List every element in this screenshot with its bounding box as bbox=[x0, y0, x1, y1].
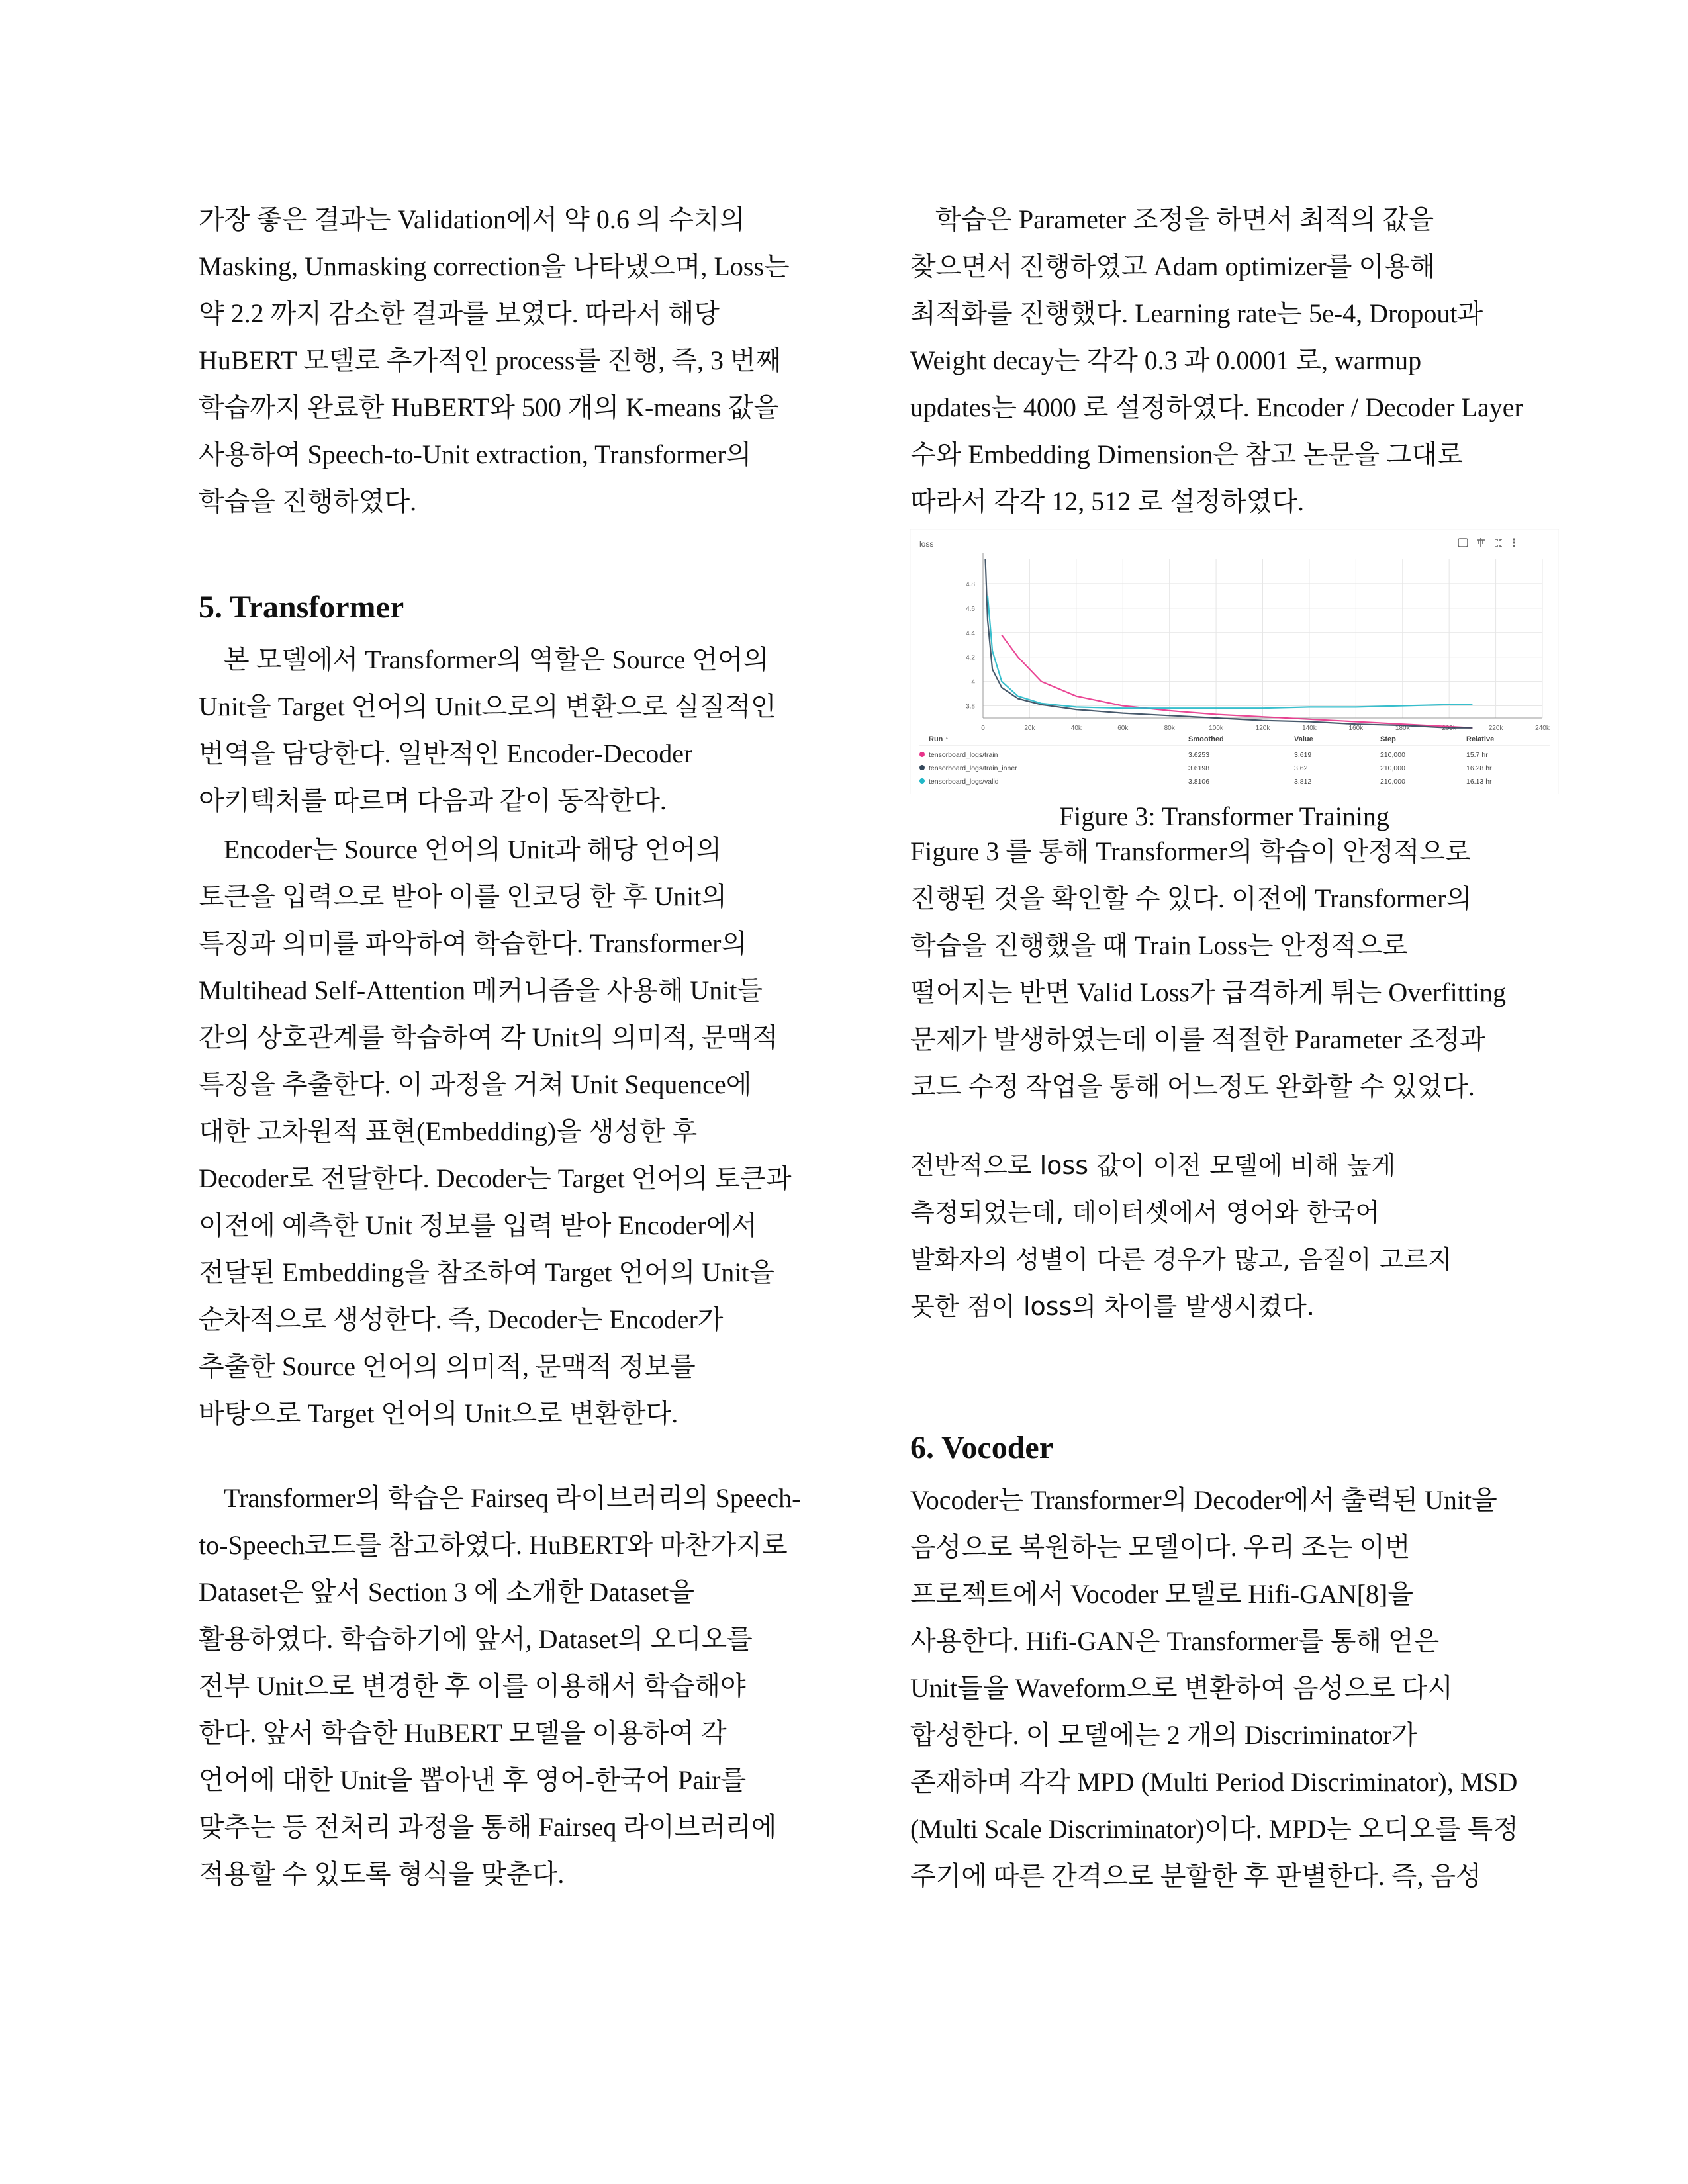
y-tick-label: 4.2 bbox=[966, 654, 975, 662]
text-line: 사용하여 Speech-to-Unit extraction, Transformer의 bbox=[199, 439, 752, 469]
table-cell: 3.6253 bbox=[1188, 751, 1210, 759]
table-cell: 3.619 bbox=[1294, 751, 1312, 759]
table-header: Step bbox=[1380, 735, 1396, 743]
text-line: 이전에 예측한 Unit 정보를 입력 받아 Encoder에서 bbox=[199, 1210, 757, 1240]
x-tick-label: 60k bbox=[1117, 725, 1129, 732]
x-tick-label: 100k bbox=[1209, 725, 1223, 732]
text-line: 따라서 각각 12, 512 로 설정하였다. bbox=[910, 486, 1305, 516]
text-line: 발화자의 성별이 다른 경우가 많고, 음질이 고르지 bbox=[910, 1245, 1452, 1274]
text-line: to-Speech코드를 참고하였다. HuBERT와 마찬가지로 bbox=[199, 1530, 788, 1560]
text-line: 코드 수정 작업을 통해 어느정도 완화할 수 있었다. bbox=[910, 1071, 1475, 1101]
text-line: 찾으면서 진행하였고 Adam optimizer를 이용해 bbox=[910, 251, 1436, 281]
table-header: Relative bbox=[1466, 735, 1495, 743]
table-cell: 210,000 bbox=[1380, 751, 1405, 759]
text-line: 순차적으로 생성한다. 즉, Decoder는 Encoder가 bbox=[199, 1304, 724, 1334]
table-cell: tensorboard_logs/train_inner bbox=[929, 764, 1017, 772]
loss-chart-svg bbox=[910, 529, 1559, 794]
legend-dot bbox=[919, 765, 925, 770]
table-cell: 15.7 hr bbox=[1466, 751, 1488, 759]
text-line: 본 모델에서 Transformer의 역할은 Source 언어의 bbox=[224, 645, 769, 674]
x-tick-label: 240k bbox=[1535, 725, 1550, 732]
text-line: 추출한 Source 언어의 의미적, 문맥적 정보를 bbox=[199, 1351, 696, 1381]
text-line: Unit을 Target 언어의 Unit으로의 변환으로 실질적인 bbox=[199, 692, 776, 721]
table-header: Run ↑ bbox=[929, 735, 949, 743]
legend-dot bbox=[919, 752, 925, 757]
text-line: 학습까지 완료한 HuBERT와 500 개의 K-means 값을 bbox=[199, 392, 779, 422]
text-line: 측정되었는데, 데이터셋에서 영어와 한국어 bbox=[910, 1198, 1380, 1227]
text-line: Decoder로 전달한다. Decoder는 Target 언어의 토큰과 bbox=[199, 1163, 792, 1193]
x-tick-label: 120k bbox=[1255, 725, 1270, 732]
table-cell: 210,000 bbox=[1380, 778, 1405, 786]
text-line: 못한 점이 loss의 차이를 발생시켰다. bbox=[910, 1292, 1315, 1321]
y-tick-label: 4.6 bbox=[966, 605, 975, 613]
text-line: 특징을 추출한다. 이 과정을 거쳐 Unit Sequence에 bbox=[199, 1069, 752, 1099]
text-line: 맞추는 등 전처리 과정을 통해 Fairseq 라이브러리에 bbox=[199, 1812, 777, 1842]
text-line: Vocoder는 Transformer의 Decoder에서 출력된 Unit을 bbox=[910, 1485, 1497, 1515]
text-line: 언어에 대한 Unit을 뽑아낸 후 영어-한국어 Pair를 bbox=[199, 1765, 747, 1795]
text-line: 토큰을 입력으로 받아 이를 인코딩 한 후 Unit의 bbox=[199, 882, 727, 911]
text-line: Multihead Self-Attention 메커니즘을 사용해 Unit들 bbox=[199, 976, 763, 1005]
section-6-heading: 6. Vocoder bbox=[910, 1430, 1053, 1465]
text-line: 학습을 진행하였다. bbox=[199, 486, 417, 516]
table-cell: 3.812 bbox=[1294, 778, 1312, 786]
x-tick-label: 80k bbox=[1164, 725, 1175, 732]
text-line: 학습을 진행했을 때 Train Loss는 안정적으로 bbox=[910, 931, 1408, 960]
x-tick-label: 20k bbox=[1024, 725, 1035, 732]
text-line: 적용할 수 있도록 형식을 맞춘다. bbox=[199, 1859, 565, 1889]
text-line: 최적화를 진행했다. Learning rate는 5e-4, Dropout과 bbox=[910, 298, 1483, 328]
figure-3-loss-chart bbox=[910, 529, 1559, 794]
text-line: 가장 좋은 결과는 Validation에서 약 0.6 의 수치의 bbox=[199, 205, 745, 234]
section-5-heading: 5. Transformer bbox=[199, 590, 404, 625]
x-tick-label: 0 bbox=[981, 725, 985, 732]
text-line: 아키텍처를 따르며 다음과 같이 동작한다. bbox=[199, 786, 667, 815]
figure-caption: Figure 3: Transformer Training bbox=[1059, 801, 1389, 831]
text-line: 진행된 것을 확인할 수 있다. 이전에 Transformer의 bbox=[910, 884, 1472, 913]
y-tick-label: 4 bbox=[971, 678, 975, 686]
y-tick-label: 4.4 bbox=[966, 629, 975, 637]
table-cell: 210,000 bbox=[1380, 764, 1405, 772]
text-line: 음성으로 복원하는 모델이다. 우리 조는 이번 bbox=[910, 1532, 1411, 1562]
table-cell: tensorboard_logs/valid bbox=[929, 778, 999, 786]
text-line: 수와 Embedding Dimension은 참고 논문을 그대로 bbox=[910, 439, 1464, 469]
y-tick-label: 4.8 bbox=[966, 580, 975, 588]
chart-title: loss bbox=[919, 539, 934, 549]
table-cell: tensorboard_logs/train bbox=[929, 751, 998, 759]
text-line: 떨어지는 반면 Valid Loss가 급격하게 튀는 Overfitting bbox=[910, 978, 1507, 1007]
text-line: 한다. 앞서 학습한 HuBERT 모델을 이용하여 각 bbox=[199, 1718, 727, 1748]
text-line: HuBERT 모델로 추가적인 process를 진행, 즉, 3 번째 bbox=[199, 345, 782, 375]
text-line: 전부 Unit으로 변경한 후 이를 이용해서 학습해야 bbox=[199, 1671, 746, 1701]
text-line: Encoder는 Source 언어의 Unit과 해당 언어의 bbox=[224, 835, 722, 864]
text-line: 프로젝트에서 Vocoder 모델로 Hifi-GAN[8]을 bbox=[910, 1579, 1414, 1609]
text-line: Masking, Unmasking correction을 나타냈으며, Loss는 bbox=[199, 251, 790, 281]
table-cell: 3.62 bbox=[1294, 764, 1308, 772]
text-line: (Multi Scale Discriminator)이다. MPD는 오디오를 특정 bbox=[910, 1814, 1519, 1844]
table-cell: 3.6198 bbox=[1188, 764, 1210, 772]
more-options-icon[interactable] bbox=[1513, 538, 1515, 547]
text-line: 간의 상호관계를 학습하여 각 Unit의 의미적, 문맥적 bbox=[199, 1023, 778, 1052]
text-line: Dataset은 앞서 Section 3 에 소개한 Dataset을 bbox=[199, 1577, 694, 1607]
text-line: 전반적으로 loss 값이 이전 모델에 비해 높게 bbox=[910, 1151, 1396, 1180]
x-tick-label: 200k bbox=[1442, 725, 1457, 732]
text-line: 주기에 따른 간격으로 분할한 후 판별한다. 즉, 음성 bbox=[910, 1861, 1481, 1891]
text-line: Unit들을 Waveform으로 변환하여 음성으로 다시 bbox=[910, 1673, 1453, 1703]
y-tick-label: 3.8 bbox=[966, 703, 975, 711]
text-line: Figure 3 를 통해 Transformer의 학습이 안정적으로 bbox=[910, 837, 1471, 866]
text-line: Weight decay는 각각 0.3 과 0.0001 로, warmup bbox=[910, 345, 1422, 375]
text-line: 바탕으로 Target 언어의 Unit으로 변환한다. bbox=[199, 1398, 679, 1428]
table-header: Value bbox=[1294, 735, 1313, 743]
text-line: 활용하였다. 학습하기에 앞서, Dataset의 오디오를 bbox=[199, 1624, 753, 1654]
text-line: 사용한다. Hifi-GAN은 Transformer를 통해 얻은 bbox=[910, 1626, 1440, 1656]
table-cell: 16.13 hr bbox=[1466, 778, 1492, 786]
text-line: 특징과 의미를 파악하여 학습한다. Transformer의 bbox=[199, 929, 747, 958]
x-tick-label: 160k bbox=[1348, 725, 1364, 732]
x-tick-label: 220k bbox=[1488, 725, 1503, 732]
text-line: 약 2.2 까지 감소한 결과를 보였다. 따라서 해당 bbox=[199, 298, 720, 328]
text-line: 번역을 담당한다. 일반적인 Encoder-Decoder bbox=[199, 739, 693, 768]
table-cell: 3.8106 bbox=[1188, 778, 1210, 786]
table-cell: 16.28 hr bbox=[1466, 764, 1492, 772]
text-line: 전달된 Embedding을 참조하여 Target 언어의 Unit을 bbox=[199, 1257, 775, 1287]
text-line: 존재하며 각각 MPD (Multi Period Discriminator), MSD bbox=[910, 1767, 1518, 1797]
x-tick-label: 140k bbox=[1302, 725, 1317, 732]
text-line: 학습은 Parameter 조정을 하면서 최적의 값을 bbox=[935, 205, 1434, 234]
table-header: Smoothed bbox=[1188, 735, 1224, 743]
x-tick-label: 40k bbox=[1070, 725, 1082, 732]
text-line: 합성한다. 이 모델에는 2 개의 Discriminator가 bbox=[910, 1720, 1417, 1750]
text-line: updates는 4000 로 설정하였다. Encoder / Decoder Layer bbox=[910, 392, 1523, 422]
text-line: 대한 고차원적 표현(Embedding)을 생성한 후 bbox=[199, 1116, 698, 1146]
text-line: Transformer의 학습은 Fairseq 라이브러리의 Speech- bbox=[224, 1483, 801, 1513]
x-tick-label: 180k bbox=[1395, 725, 1410, 732]
legend-dot bbox=[919, 778, 925, 784]
text-line: 문제가 발생하였는데 이를 적절한 Parameter 조정과 bbox=[910, 1024, 1486, 1054]
